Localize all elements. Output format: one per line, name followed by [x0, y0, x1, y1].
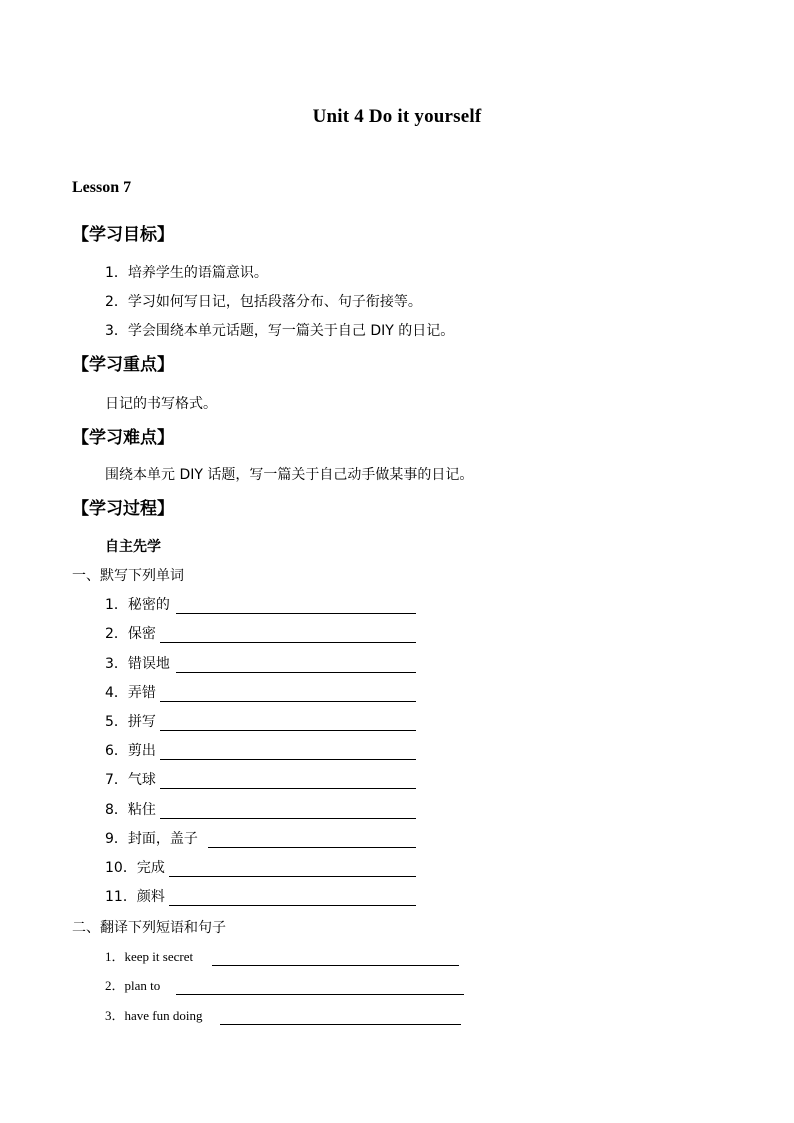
vocab-prompt: 5．拼写	[105, 714, 156, 730]
answer-blank[interactable]	[169, 886, 416, 906]
vocab-prompt: 2．保密	[105, 626, 156, 642]
answer-blank[interactable]	[160, 740, 416, 760]
vocab-item	[105, 711, 416, 731]
answer-blank[interactable]	[160, 711, 416, 731]
vocab-prompt: 7．气球	[105, 772, 156, 788]
lesson-heading: Lesson 7	[72, 179, 132, 196]
key-points-heading: 【学习重点】	[72, 355, 174, 375]
vocab-prompt: 4．弄错	[105, 685, 156, 701]
answer-blank[interactable]	[176, 975, 464, 995]
answer-blank[interactable]	[176, 594, 416, 614]
objective-item: 3．学会围绕本单元话题，写一篇关于自己 DIY 的日记。	[105, 323, 455, 339]
document-title: Unit 4 Do it yourself	[312, 106, 482, 127]
answer-blank[interactable]	[208, 828, 416, 848]
vocab-prompt: 11．颜料	[105, 889, 165, 905]
self-study-subheading: 自主先学	[105, 539, 161, 555]
vocab-prompt: 10．完成	[105, 860, 165, 876]
vocab-item	[105, 886, 416, 906]
vocab-prompt: 8．粘住	[105, 802, 156, 818]
part1-heading: 一、默写下列单词	[72, 568, 184, 584]
phrase-prompt: 2．plan to	[105, 978, 161, 993]
vocab-item	[105, 828, 416, 848]
answer-blank[interactable]	[160, 682, 416, 702]
answer-blank[interactable]	[212, 946, 459, 966]
part2-heading: 二、翻译下列短语和句子	[72, 920, 226, 936]
vocab-prompt: 3．错误地	[105, 656, 170, 672]
objective-item: 2．学习如何写日记，包括段落分布、句子衔接等。	[105, 294, 422, 310]
answer-blank[interactable]	[160, 799, 416, 819]
phrase-prompt: 1．keep it secret	[105, 949, 194, 964]
process-heading: 【学习过程】	[72, 499, 174, 519]
vocab-item	[105, 857, 416, 877]
difficulties-heading: 【学习难点】	[72, 428, 174, 448]
objective-item: 1．培养学生的语篇意识。	[105, 265, 268, 281]
answer-blank[interactable]	[176, 653, 416, 673]
phrase-item	[105, 975, 464, 995]
vocab-item	[105, 769, 416, 789]
vocab-item	[105, 653, 416, 673]
answer-blank[interactable]	[160, 623, 416, 643]
phrase-item	[105, 946, 459, 966]
phrase-prompt: 3．have fun doing	[105, 1008, 203, 1023]
objectives-heading: 【学习目标】	[72, 225, 174, 245]
difficulties-text: 围绕本单元 DIY 话题，写一篇关于自己动手做某事的日记。	[105, 467, 474, 483]
key-points-text: 日记的书写格式。	[105, 396, 217, 412]
answer-blank[interactable]	[160, 769, 416, 789]
vocab-item	[105, 740, 416, 760]
vocab-item	[105, 594, 416, 614]
answer-blank[interactable]	[169, 857, 416, 877]
phrase-item	[105, 1005, 461, 1025]
answer-blank[interactable]	[220, 1005, 461, 1025]
vocab-item	[105, 799, 416, 819]
vocab-item	[105, 682, 416, 702]
vocab-prompt: 1．秘密的	[105, 597, 170, 613]
vocab-item	[105, 623, 416, 643]
vocab-prompt: 9．封面，盖子	[105, 831, 198, 847]
vocab-prompt: 6．剪出	[105, 743, 156, 759]
